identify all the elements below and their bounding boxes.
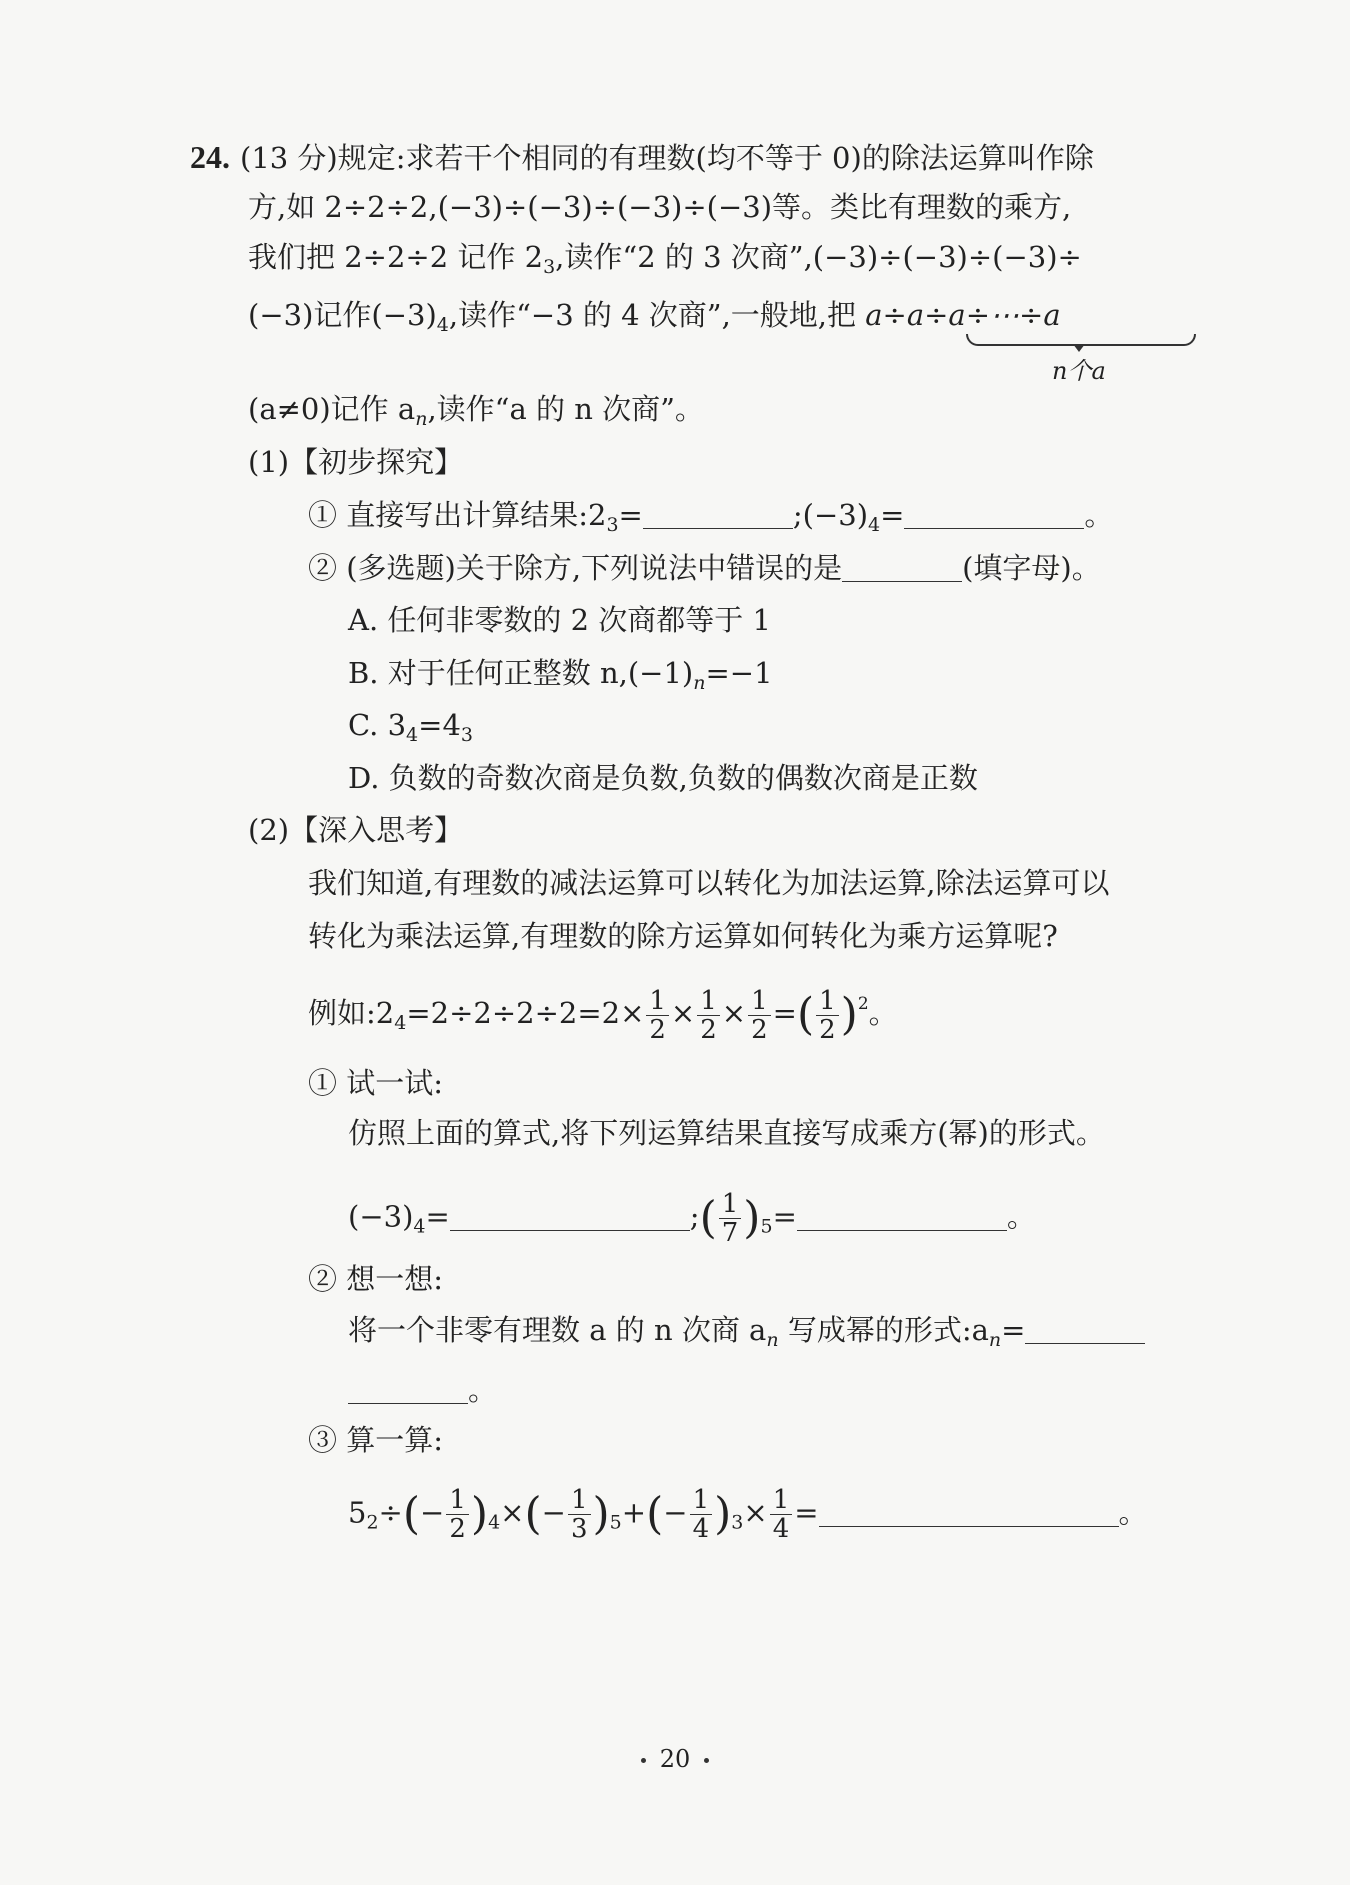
try-equations: $(-3)_4=$ ;( $\frac{1}{7}$ )$_5=$ 。 bbox=[348, 1189, 1036, 1248]
problem-line-3: 我们把 2÷2÷2 记作 $2_3$,读作“2 的 3 次商”,(−3)÷(−3)÷(−3)÷ bbox=[248, 240, 1082, 278]
answer-blank-6a[interactable] bbox=[1025, 1313, 1145, 1344]
brace-label: n个a bbox=[1052, 357, 1106, 385]
page-number: 20 bbox=[0, 1745, 1350, 1773]
problem-line-2: 方,如 2÷2÷2,(−3)÷(−3)÷(−3)÷(−3)等。类比有理数的乘方, bbox=[248, 190, 1072, 224]
underbrace-tip bbox=[1073, 344, 1085, 352]
answer-blank-2[interactable] bbox=[904, 498, 1084, 529]
problem-line-4: (−3)记作$(-3)_4$,读作“−3 的 4 次商”,一般地,把 a÷a÷a÷⋯÷a bbox=[248, 298, 1061, 336]
part2-paragraph-1: 我们知道,有理数的减法运算可以转化为加法运算,除法运算可以 bbox=[308, 866, 1110, 900]
problem-line-5: (a≠0)记作 $a_n$,读作“a 的 n 次商”。 bbox=[248, 392, 704, 430]
think-blank-line: 。 bbox=[348, 1371, 497, 1409]
option-c: C. $3_4=4_3$ bbox=[348, 708, 473, 746]
part2-header: (2)【深入思考】 bbox=[248, 813, 464, 847]
part2-paragraph-2: 转化为乘法运算,有理数的除方运算如何转化为乘方运算呢? bbox=[308, 919, 1058, 953]
answer-blank-1[interactable] bbox=[643, 498, 793, 529]
part1-q1: ① 直接写出计算结果$:2_3=$ $;(-3)_4=$ 。 bbox=[308, 498, 1114, 536]
option-a: A. 任何非零数的 2 次商都等于 1 bbox=[348, 603, 771, 637]
part1-header: (1)【初步探究】 bbox=[248, 445, 464, 479]
answer-blank-5[interactable] bbox=[797, 1200, 1007, 1231]
answer-blank-4[interactable] bbox=[450, 1200, 690, 1231]
problem-line-1: 24. (13 分)规定:求若干个相同的有理数(均不等于 0)的除法运算叫作除 bbox=[190, 139, 1094, 175]
calc-header: ③ 算一算: bbox=[308, 1423, 443, 1457]
calc-equation: $5_2\div(-$ $\frac{1}{2}$ )$_4\times(-$ $\frac{1}{3}$ )$_5+(-$ $\frac{1}{4}$ )$_3\times$ $\frac{1}{4}$ = 。 bbox=[348, 1485, 1148, 1544]
answer-blank-7[interactable] bbox=[819, 1496, 1119, 1527]
part1-q2: ② (多选题)关于除方,下列说法中错误的是 (填字母)。 bbox=[308, 551, 1101, 585]
think-text: 将一个非零有理数 a 的 n 次商 $a_n$ 写成幂的形式$:a_n=$ bbox=[348, 1311, 1145, 1359]
answer-blank-6b[interactable] bbox=[348, 1373, 468, 1404]
option-b: B. 对于任何正整数 $n,(-1)_n=-1$ bbox=[348, 656, 773, 694]
option-d: D. 负数的奇数次商是负数,负数的偶数次商是正数 bbox=[348, 761, 978, 795]
try-header: ① 试一试: bbox=[308, 1066, 443, 1100]
think-header: ② 想一想: bbox=[308, 1262, 443, 1296]
answer-blank-3[interactable] bbox=[842, 551, 962, 582]
example-equation: 例如$:2_4=2\div 2\div 2\div 2=2\times$ $\frac{1}{2}$ × $\frac{1}{2}$ × $\frac{1}{2}$ =( $\frac{1}{2}$ )$^2$。 bbox=[308, 985, 898, 1045]
problem-number: 24. bbox=[190, 139, 230, 175]
try-text: 仿照上面的算式,将下列运算结果直接写成乘方(幂)的形式。 bbox=[348, 1116, 1105, 1150]
repeated-division: a÷a÷a÷⋯÷a bbox=[865, 298, 1061, 332]
